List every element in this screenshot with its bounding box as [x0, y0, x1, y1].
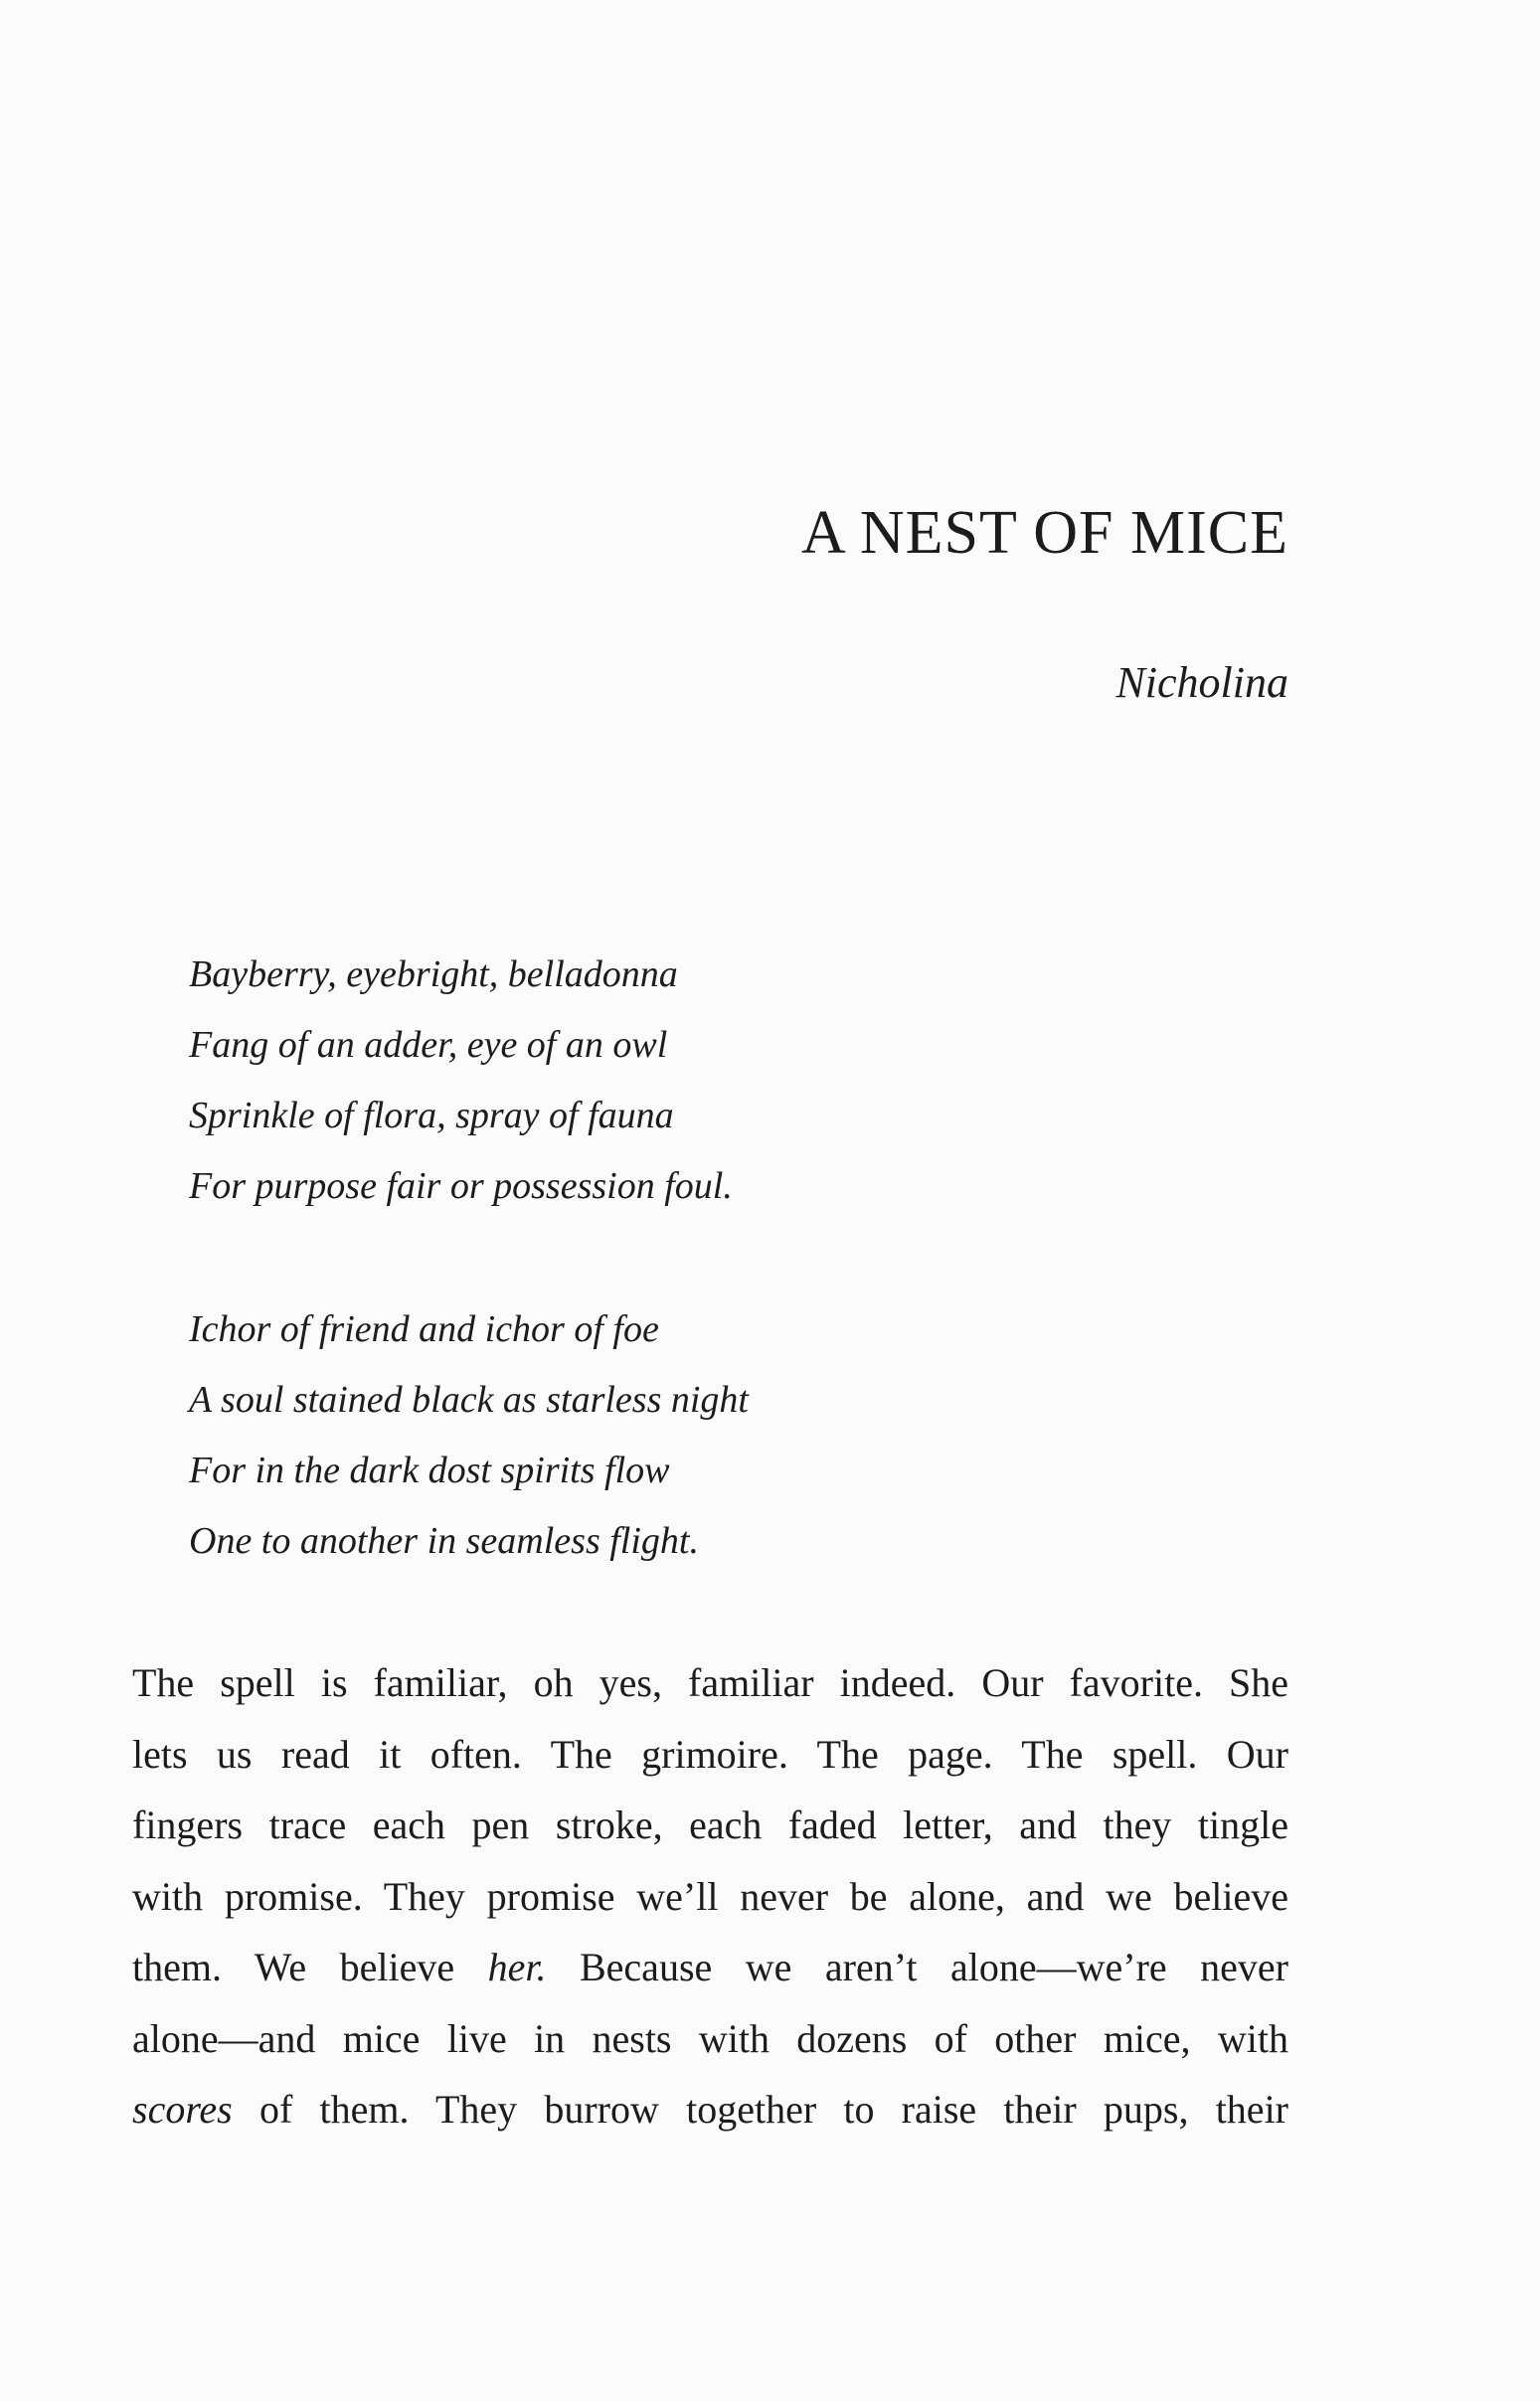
prose-line: The spell is familiar, oh yes, familiar indeed. Our favorite. She [132, 1660, 1288, 1705]
prose-line: with promise. They promise we’ll never be alone, and we believe [132, 1873, 1288, 1919]
prose-line: fingers trace each pen stroke, each faded letter, and they tingle [132, 1802, 1288, 1847]
verse-stanza-1 [189, 940, 733, 1222]
chapter-narrator: Nicholina [1115, 658, 1288, 707]
prose-line [132, 1932, 1288, 2003]
emphasis-her: her. [487, 1945, 547, 1989]
prose-text: Because we aren’t alone—we’re never [546, 1945, 1288, 1989]
verse-line: For in the dark dost spirits flow [189, 1450, 670, 1491]
verse-line: Sprinkle of flora, spray of fauna [189, 1095, 674, 1136]
verse-line: For purpose fair or possession foul. [189, 1165, 733, 1207]
verse-line: One to another in seamless flight. [189, 1520, 699, 1562]
chapter-title: A NEST OF MICE [801, 499, 1288, 567]
emphasis-scores: scores [132, 2087, 233, 2132]
prose-text: of them. They burrow together to raise their pups, their [232, 2087, 1288, 2132]
prose-line: alone—and mice live in nests with dozens of other mice, with [132, 2015, 1288, 2061]
body-paragraph [132, 1647, 1288, 2145]
verse-line: Fang of an adder, eye of an owl [189, 1024, 668, 1066]
verse-stanza-2 [189, 1294, 749, 1577]
verse-line: Ichor of friend and ichor of foe [189, 1308, 659, 1350]
verse-line: Bayberry, eyebright, belladonna [189, 953, 678, 995]
verse-line: A soul stained black as starless night [189, 1379, 749, 1421]
prose-line [132, 2074, 1288, 2145]
prose-line: lets us read it often. The grimoire. The page. The spell. Our [132, 1731, 1288, 1777]
prose-text: them. We believe [132, 1945, 488, 1989]
